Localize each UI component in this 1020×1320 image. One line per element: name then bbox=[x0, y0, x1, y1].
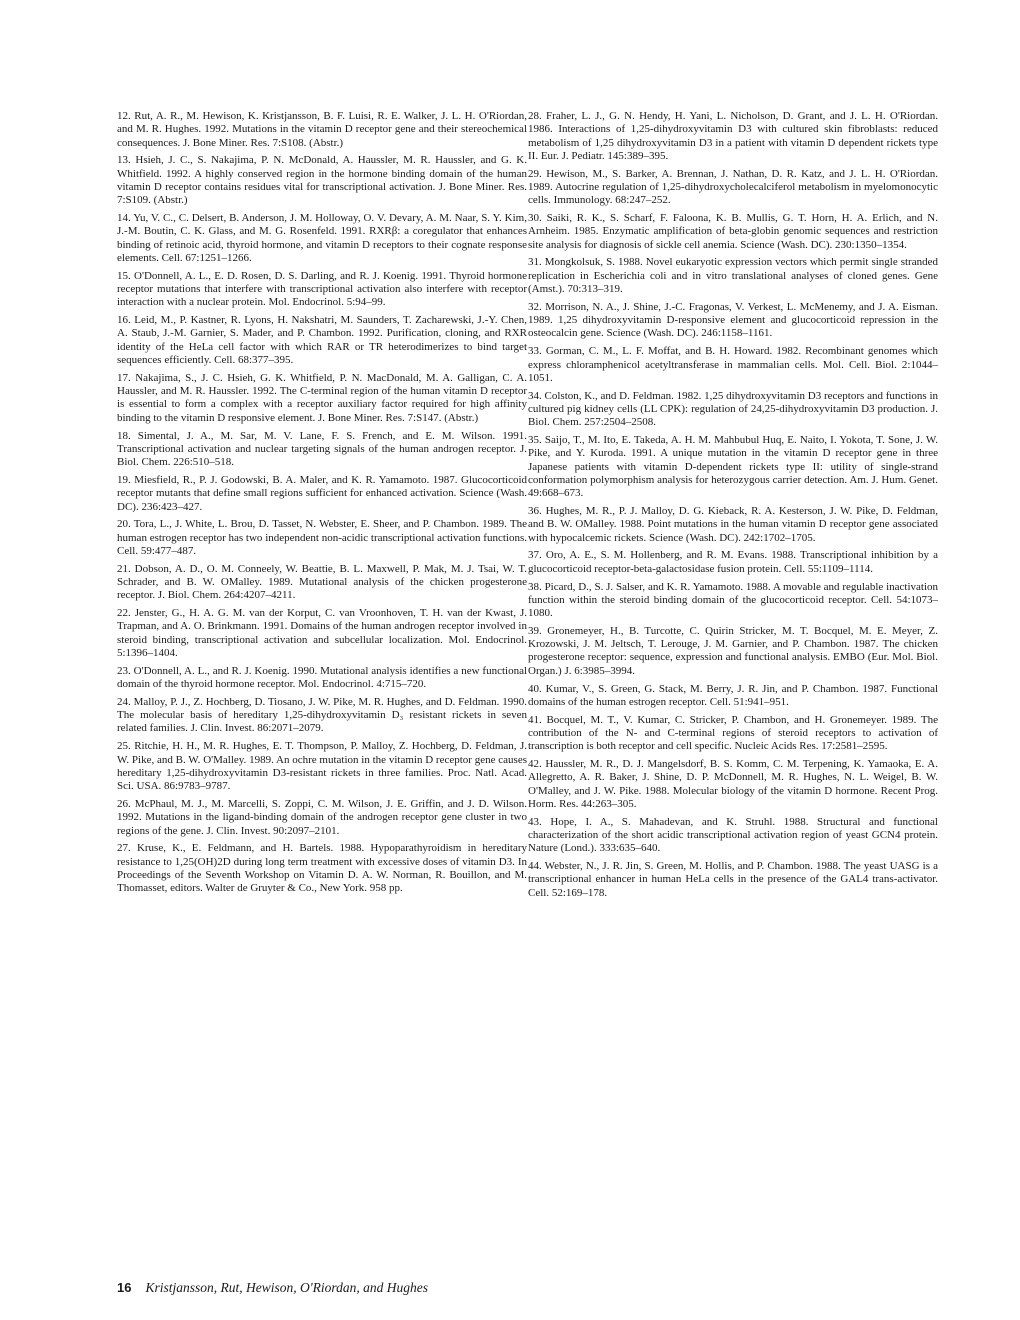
reference-entry bbox=[528, 816, 938, 856]
reference-entry bbox=[528, 683, 938, 710]
reference-entry bbox=[117, 474, 527, 514]
reference-text: Picard, D., S. J. Salser, and K. R. Yamamoto. 1988. A movable and regulable inactivation function within the steroid binding domain of the glucocorticoid receptor. Cell. 54:1073–1080. bbox=[528, 580, 939, 620]
reference-entry bbox=[117, 696, 527, 736]
reference-entry bbox=[528, 301, 938, 341]
reference-number: 20. bbox=[117, 518, 131, 531]
page-number: 16 bbox=[117, 1280, 132, 1295]
reference-text: Ritchie, H. H., M. R. Hughes, E. T. Thompson, P. Malloy, Z. Hochberg, D. Feldman, J. W. Pike, and B. W. O'Malley. 1989. An ochre mutation in the vitamin D receptor gene causes hereditary 1,25-dihydroxyvitamin D3-resistant rickets in three families. Proc. Natl. Acad. Sci. USA. 86:9783–9787. bbox=[117, 740, 528, 793]
reference-text: Morrison, N. A., J. Shine, J.-C. Fragonas, V. Verkest, L. McMenemy, and J. A. Eisman. 1989. 1,25 dihydroxyvitamin D-responsive element and glucocorticoid repression in the osteocalcin gene. Science (Wash. DC). 246:1158–1161. bbox=[528, 300, 938, 340]
reference-text: Nakajima, S., J. C. Hsieh, G. K. Whitfield, P. N. MacDonald, M. A. Galligan, C. A. Haussler, and M. R. Haussler. 1992. The C-terminal region of the human vitamin D receptor is essential to form a complex with a receptor auxiliary factor required for high affinity binding to the vitamin D responsive element. J. Bone Miner. Res. 7:S147. (Abstr.) bbox=[117, 371, 528, 424]
reference-entry bbox=[528, 549, 938, 576]
reference-text: Fraher, L. J., G. N. Hendy, H. Yani, L. Nicholson, D. Grant, and J. L. H. O'Riordan. 1986. Interactions of 1,25-dihydroxyvitamin D3 with cultured skin fibroblasts: reduced metabolism of 1,25 dihydroxyvitamin D3 in a patient with vitamin D dependent rickets type II. Eur. J. Pediatr. 145:389–395. bbox=[528, 110, 939, 162]
reference-number: 32. bbox=[528, 300, 542, 313]
reference-text: Hewison, M., S. Barker, A. Brennan, J. Nathan, D. R. Katz, and J. L. H. O'Riordan. 1989. Autocrine regulation of 1,25-dihydroxycholecalciferol metabolism in myelomonocytic cells. Immunology. 68:247–252. bbox=[528, 167, 938, 207]
reference-text: Rut, A. R., M. Hewison, K. Kristjansson, B. F. Luisi, R. E. Walker, J. L. H. O'Riordan, and M. R. Hughes. 1992. Mutations in the vitamin D receptor gene and their stereochemical consequences. J. Bone Miner. Res. 7:S108. (Abstr.) bbox=[117, 110, 528, 149]
reference-entry bbox=[117, 842, 527, 895]
reference-entry bbox=[117, 430, 527, 470]
reference-entry bbox=[528, 168, 938, 208]
page-footer bbox=[117, 1279, 428, 1297]
reference-number: 21. bbox=[117, 562, 131, 575]
reference-number: 37. bbox=[528, 549, 542, 562]
reference-number: 31. bbox=[528, 256, 542, 269]
reference-number: 42. bbox=[528, 758, 542, 771]
reference-entry bbox=[117, 518, 527, 558]
reference-entry bbox=[528, 505, 938, 545]
reference-text: Tora, L., J. White, L. Brou, D. Tasset, N. Webster, E. Sheer, and P. Chambon. 1989. The human estrogen receptor has two independent non-acidic transcriptional activation functions. Cell. 59:477–487. bbox=[117, 518, 527, 557]
reference-entry bbox=[117, 314, 527, 367]
reference-text: Oro, A. E., S. M. Hollenberg, and R. M. Evans. 1988. Transcriptional inhibition by a glucocorticoid receptor-beta-galactosidase fusion protein. Cell. 55:1109–1114. bbox=[528, 549, 938, 575]
reference-entry bbox=[528, 212, 938, 252]
reference-number: 22. bbox=[117, 607, 131, 620]
reference-number: 23. bbox=[117, 664, 131, 677]
reference-text: Bocquel, M. T., V. Kumar, C. Stricker, P. Chambon, and H. Gronemeyer. 1989. The contribution of the N- and C-terminal regions of steroid receptors to activation of transcription is both receptor and cell specific. Nucleic Acids Res. 17:2581–2595. bbox=[528, 713, 939, 753]
reference-number: 12. bbox=[117, 110, 131, 122]
reference-entry bbox=[117, 563, 527, 603]
reference-entry bbox=[117, 212, 527, 265]
reference-number: 27. bbox=[117, 842, 131, 855]
reference-text: Mongkolsuk, S. 1988. Novel eukaryotic expression vectors which permit single stranded replication in Escherichia coli and in vitro translational analyses of cloned genes. Gene (Amst.). 70:313–319. bbox=[528, 256, 938, 296]
reference-entry bbox=[117, 154, 527, 207]
reference-number: 28. bbox=[528, 110, 542, 122]
reference-entry bbox=[528, 345, 938, 385]
reference-text: McPhaul, M. J., M. Marcelli, S. Zoppi, C. M. Wilson, J. E. Griffin, and J. D. Wilson. 1992. Mutations in the ligand-binding domain of the androgen receptor gene cluster in two regions of the gene. J. Clin. Invest. 90:2097–2101. bbox=[117, 797, 527, 837]
reference-entry bbox=[528, 758, 938, 811]
reference-text: Gronemeyer, H., B. Turcotte, C. Quirin Stricker, M. T. Bocquel, M. E. Meyer, Z. Krozowski, J. M. Jeltsch, T. Lerouge, J. M. Garnier, and P. Chambon. 1987. The chicken progesterone receptor: sequence, expression and functional analysis. EMBO (Eur. Mol. Biol. Organ.) J. 6:3985–3994. bbox=[528, 624, 938, 677]
reference-number: 30. bbox=[528, 212, 542, 225]
reference-number: 44. bbox=[528, 860, 542, 873]
reference-text: Hope, I. A., S. Mahadevan, and K. Struhl. 1988. Structural and functional characterization of the short acidic transcriptional activation region of yeast GCN4 protein. Nature (Lond.). 333:635–640. bbox=[528, 815, 938, 855]
reference-text: Hsieh, J. C., S. Nakajima, P. N. McDonald, A. Haussler, M. R. Haussler, and G. K. Whitfield. 1992. A highly conserved region in the hormone binding domain of the human vitamin D receptor contains residues vital for transcriptional activation. J. Bone Miner. Res. 7:S109. (Abstr.) bbox=[117, 154, 528, 207]
reference-text: Saiki, R. K., S. Scharf, F. Faloona, K. B. Mullis, G. T. Horn, H. A. Erlich, and N. Arnheim. 1985. Enzymatic amplification of beta-globin genomic sequences and restriction site analysis for diagnosis of sickle cell anemia. Science (Wash. DC). 230:1350–1354. bbox=[528, 212, 938, 251]
reference-entry bbox=[117, 798, 527, 838]
reference-text: Saijo, T., M. Ito, E. Takeda, A. H. M. Mahbubul Huq, E. Naito, I. Yokota, T. Sone, J. W. Pike, and Y. Kuroda. 1991. A unique mutation in the vitamin D receptor gene in three Japanese patients with vitamin D-dependent rickets type II: utility of single-strand conformation polymorphism analysis for heterozygous carrier detection. Am. J. Hum. Genet. 49:668–673. bbox=[528, 434, 939, 500]
reference-entry bbox=[117, 110, 527, 150]
reference-text: Haussler, M. R., D. J. Mangelsdorf, B. S. Komm, C. M. Terpening, K. Yamaoka, E. A. Allegretto, A. R. Baker, J. Shine, D. P. McDonnell, M. R. Hughes, N. L. Weigel, B. W. O'Malley, and J. W. Pike. 1988. Molecular biology of the vitamin D hormone. Recent Prog. Horm. Res. 44:263–305. bbox=[528, 758, 938, 810]
reference-text: Gorman, C. M., L. F. Moffat, and B. H. Howard. 1982. Recombinant genomes which express chloramphenicol acetyltransferase in mammalian cells. Mol. Cell. Biol. 2:1044–1051. bbox=[528, 345, 938, 384]
reference-number: 43. bbox=[528, 815, 542, 828]
reference-text: Kruse, K., E. Feldmann, and H. Bartels. 1988. Hypoparathyroidism in hereditary resistance to 1,25(OH)2D during long term treatment with excessive doses of vitamin D3. In Proceedings of the Seventh Workshop on Vitamin D. A. W. Norman, R. Bouillon, and M. Thomasset, editors. Walter de Gruyter & Co., New York. 958 pp. bbox=[117, 842, 528, 895]
reference-entry bbox=[117, 665, 527, 692]
reference-text: Malloy, P. J., Z. Hochberg, D. Tiosano, J. W. Pike, M. R. Hughes, and D. Feldman. 1990. The molecular basis of hereditary 1,25-dihydroxyvitamin D₃ resistant rickets in seven related families. J. Clin. Invest. 86:2071–2079. bbox=[117, 695, 527, 735]
reference-number: 16. bbox=[117, 314, 131, 327]
reference-entry bbox=[528, 390, 938, 430]
reference-number: 29. bbox=[528, 167, 542, 180]
reference-text: Hughes, M. R., P. J. Malloy, D. G. Kieback, R. A. Kesterson, J. W. Pike, D. Feldman, and B. W. OMalley. 1988. Point mutations in the human vitamin D receptor gene associated with hypocalcemic rickets. Science (Wash. DC). 242:1702–1705. bbox=[528, 505, 938, 544]
reference-number: 15. bbox=[117, 269, 131, 282]
reference-text: Kumar, V., S. Green, G. Stack, M. Berry, J. R. Jin, and P. Chambon. 1987. Functional domains of the human estrogen receptor. Cell. 51:941–951. bbox=[528, 682, 939, 708]
reference-number: 39. bbox=[528, 624, 542, 637]
reference-entry bbox=[528, 434, 938, 500]
reference-entry bbox=[528, 860, 938, 900]
reference-number: 24. bbox=[117, 695, 131, 708]
reference-entry bbox=[117, 372, 527, 425]
reference-text: Yu, V. C., C. Delsert, B. Anderson, J. M. Holloway, O. V. Devary, A. M. Naar, S. Y. Kim, J.-M. Boutin, C. K. Glass, and M. G. Rosenfeld. 1991. RXRβ: a coregulator that enhances binding of retinoic acid, thyroid hormone, and vitamin D receptors to their cognate response elements. Cell. 67:1251–1266. bbox=[117, 212, 527, 264]
reference-number: 14. bbox=[117, 212, 131, 225]
reference-text: Simental, J. A., M. Sar, M. V. Lane, F. S. French, and E. M. Wilson. 1991. Transcriptional activation and nuclear targeting signals of the human androgen receptor. J. Biol. Chem. 226:510–518. bbox=[117, 429, 527, 469]
reference-number: 38. bbox=[528, 580, 542, 593]
reference-text: O'Donnell, A. L., E. D. Rosen, D. S. Darling, and R. J. Koenig. 1991. Thyroid hormone receptor mutations that interfere with transcriptional activation also interfere with receptor interaction with a nuclear protein. Mol. Endocrinol. 5:94–99. bbox=[117, 269, 528, 309]
reference-entry bbox=[117, 270, 527, 310]
reference-entry bbox=[528, 256, 938, 296]
reference-number: 19. bbox=[117, 473, 131, 486]
reference-text: O'Donnell, A. L., and R. J. Koenig. 1990. Mutational analysis identifies a new functional domain of the thyroid hormone receptor. Mol. Endocrinol. 4:715–720. bbox=[117, 664, 528, 691]
reference-text: Dobson, A. D., O. M. Conneely, W. Beattie, B. L. Maxwell, P. Mak, M. J. Tsai, W. T. Schrader, and B. W. OMalley. 1989. Mutational analysis of the chicken progesterone receptor. J. Biol. Chem. 264:4207–4211. bbox=[117, 562, 527, 602]
reference-text: Jenster, G., H. A. G. M. van der Korput, C. van Vroonhoven, T. H. van der Kwast, J. Trapman, and A. O. Brinkmann. 1991. Domains of the human androgen receptor involved in steroid binding, transcriptional activation and subcellular localization. Mol. Endocrinol. 5:1396–1404. bbox=[117, 607, 527, 659]
reference-number: 40. bbox=[528, 682, 542, 695]
reference-column-left bbox=[117, 110, 527, 900]
reference-entry bbox=[117, 607, 527, 660]
reference-number: 36. bbox=[528, 505, 542, 518]
reference-entry bbox=[528, 581, 938, 621]
reference-number: 41. bbox=[528, 713, 542, 726]
reference-number: 13. bbox=[117, 154, 131, 167]
running-head: Kristjansson, Rut, Hewison, O'Riordan, and Hughes bbox=[145, 1280, 428, 1295]
reference-number: 18. bbox=[117, 429, 131, 442]
reference-entry bbox=[528, 714, 938, 754]
reference-entry bbox=[528, 625, 938, 678]
reference-column-right bbox=[528, 110, 938, 905]
reference-number: 35. bbox=[528, 434, 542, 447]
reference-text: Webster, N., J. R. Jin, S. Green, M. Hollis, and P. Chambon. 1988. The yeast UASG is a transcriptional enhancer in human HeLa cells in the presence of the GAL4 trans-activator. Cell. 52:169–178. bbox=[528, 860, 938, 899]
reference-text: Leid, M., P. Kastner, R. Lyons, H. Nakshatri, M. Saunders, T. Zacharewski, J.-Y. Chen, A. Staub, J.-M. Garnier, S. Mader, and P. Chambon. 1992. Purification, cloning, and RXR identity of the HeLa cell factor with which RAR or TR heterodimerizes to bind target sequences efficiently. Cell. 68:377–395. bbox=[117, 314, 527, 367]
reference-number: 17. bbox=[117, 371, 131, 384]
reference-text: Miesfield, R., P. J. Godowski, B. A. Maler, and K. R. Yamamoto. 1987. Glucocorticoid receptor mutants that define small regions sufficient for enhanced activation. Science (Wash. DC). 236:423–427. bbox=[117, 473, 528, 513]
reference-number: 25. bbox=[117, 740, 131, 753]
reference-entry bbox=[117, 740, 527, 793]
reference-number: 34. bbox=[528, 389, 542, 402]
reference-number: 26. bbox=[117, 797, 131, 810]
reference-text: Colston, K., and D. Feldman. 1982. 1,25 dihydroxyvitamin D3 receptors and functions in cultured pig kidney cells (LL CPK): regulation of 24,25-dihydroxyvitamin D3 production. J. Biol. Chem. 257:2504–2508. bbox=[528, 389, 939, 429]
reference-entry bbox=[528, 110, 938, 163]
reference-number: 33. bbox=[528, 345, 542, 358]
